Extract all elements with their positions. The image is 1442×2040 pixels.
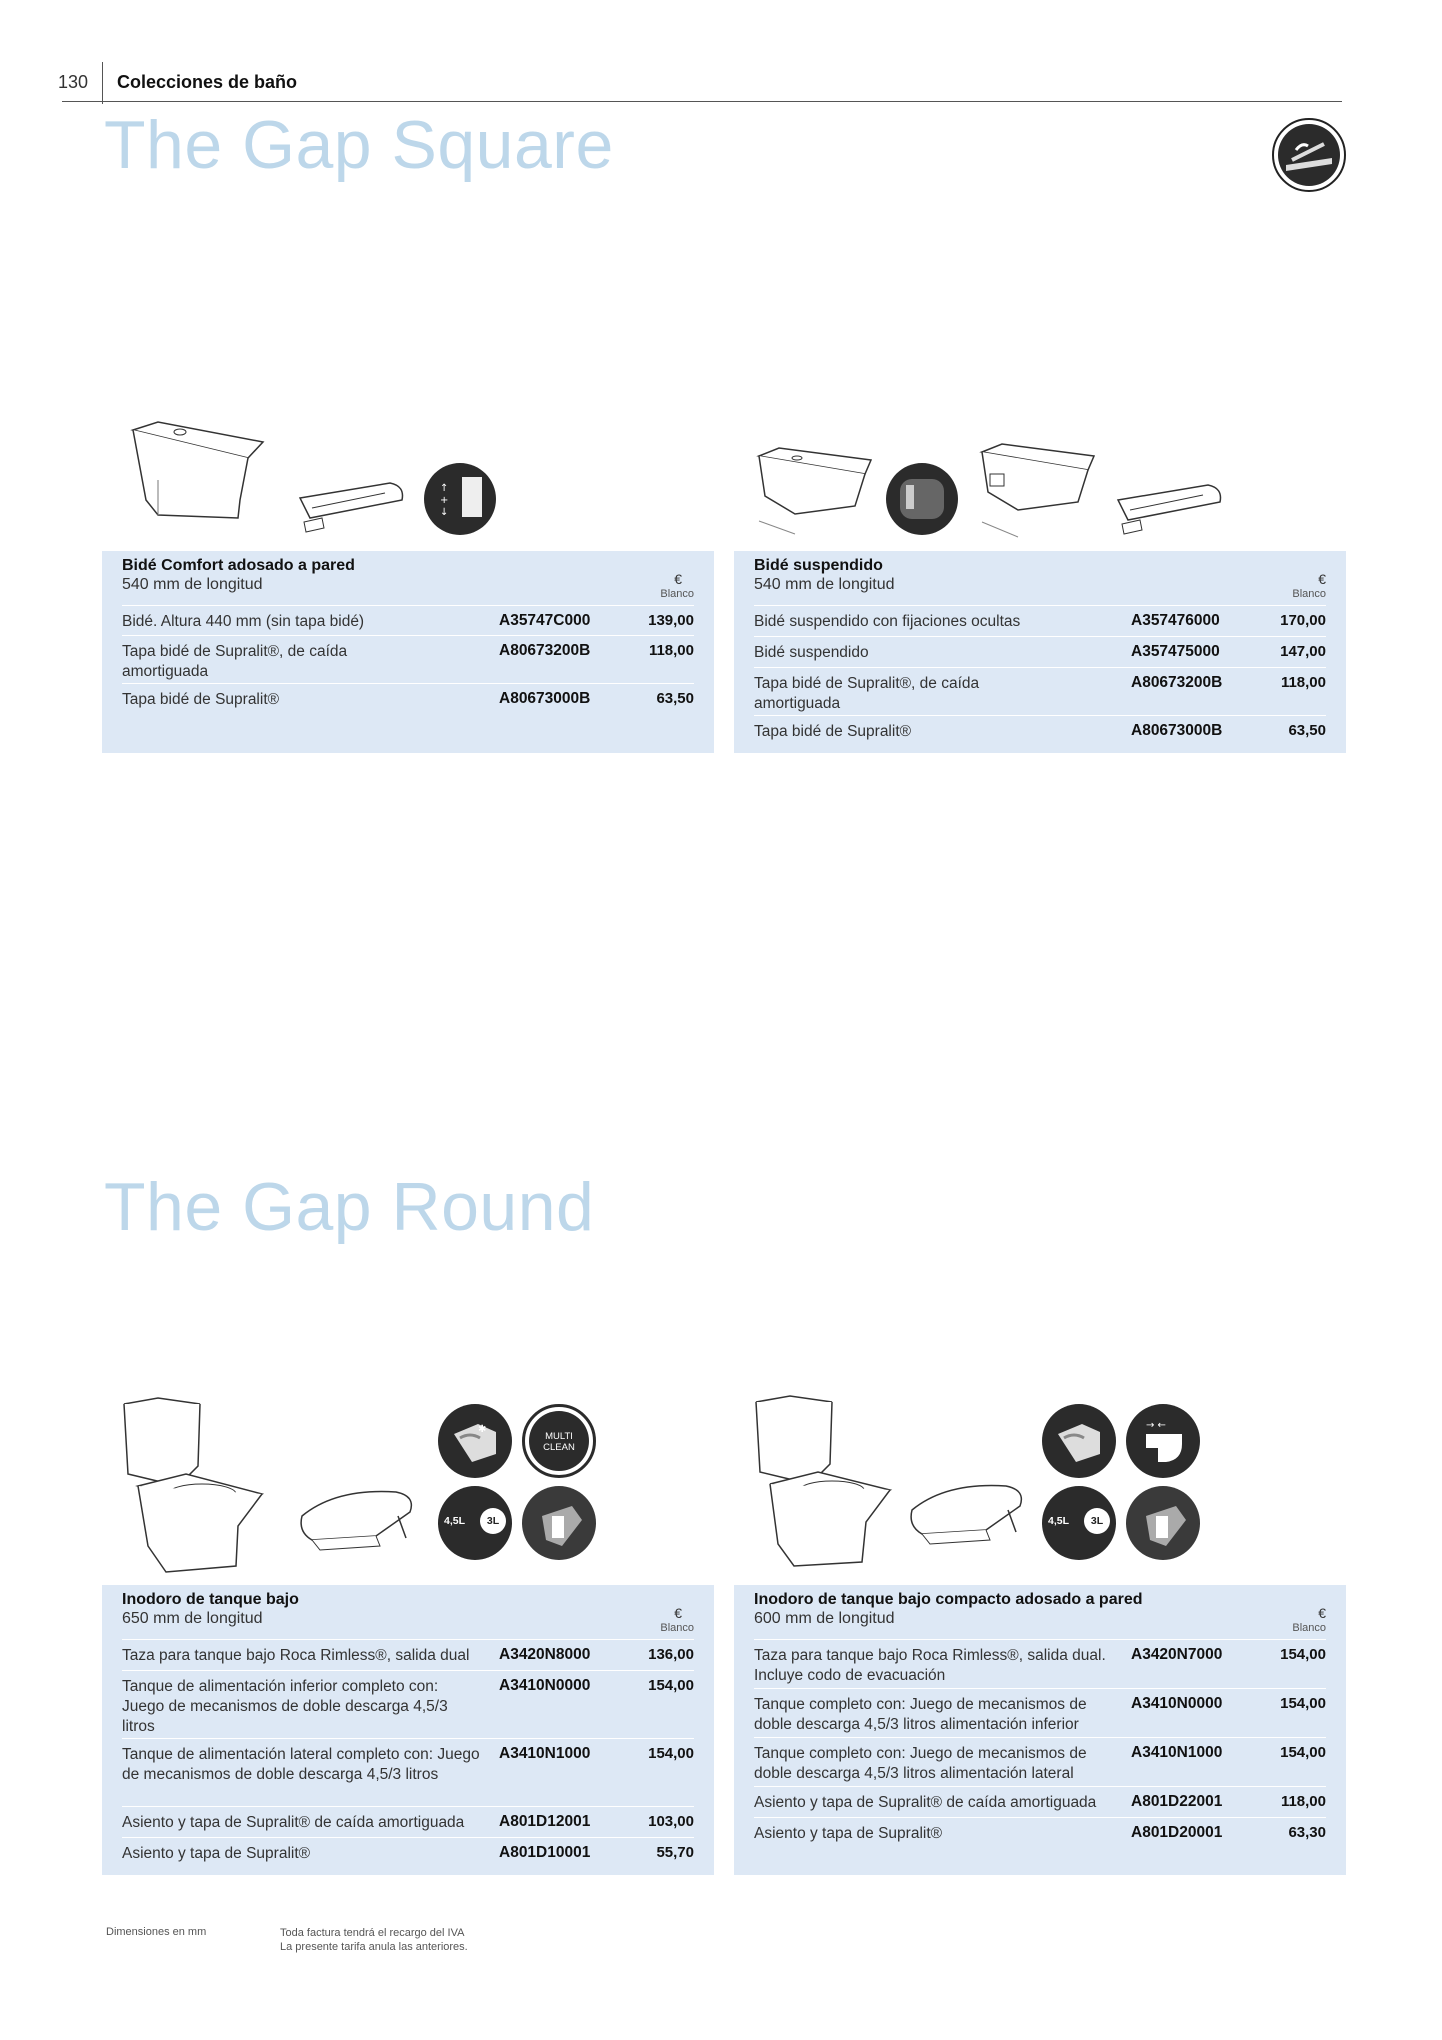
- row-description: Asiento y tapa de Supralit® de caída amortiguada: [754, 1794, 1097, 1811]
- table-row: [754, 1737, 1326, 1786]
- wall-adjacent-badge-icon: [1126, 1404, 1200, 1478]
- table-row: [122, 1806, 694, 1837]
- row-code: A801D20001: [1131, 1824, 1223, 1841]
- row-description: Bidé. Altura 440 mm (sin tapa bidé): [122, 613, 365, 630]
- svg-text:↓: ↓: [440, 507, 449, 518]
- bide-suspended-seat-illustration-icon: [1108, 480, 1228, 540]
- table-row: [754, 715, 1326, 745]
- row-description: Asiento y tapa de Supralit®: [754, 1825, 943, 1842]
- page-number: 130: [58, 72, 89, 92]
- row-code: A80673000B: [499, 690, 591, 707]
- table-row: [754, 667, 1326, 715]
- color-label: Blanco: [1292, 588, 1326, 600]
- row-code: A3410N1000: [1131, 1744, 1223, 1761]
- row-price: 55,70: [656, 1844, 694, 1861]
- dual-flush-a-label: 4,5L: [444, 1515, 466, 1527]
- bide-suspended-front-illustration-icon: [978, 442, 1098, 542]
- table-row: [122, 605, 694, 635]
- row-code: A357475000: [1131, 643, 1220, 660]
- footer-tariff-line: La presente tarifa anula las anteriores.: [280, 1941, 468, 1953]
- dual-flush-b-label: 3L: [1084, 1508, 1110, 1534]
- height-adjust-badge-icon: [424, 463, 496, 535]
- row-price: 170,00: [1280, 612, 1326, 629]
- multiclean-badge-icon: [522, 1404, 596, 1478]
- row-price: 147,00: [1280, 643, 1326, 660]
- row-price: 139,00: [648, 612, 694, 629]
- row-description: Bidé suspendido: [754, 644, 869, 661]
- panel-title: Inodoro de tanque bajo compacto adosado a pared: [754, 1591, 1143, 1608]
- row-price: 118,00: [1280, 674, 1326, 691]
- row-price: 136,00: [648, 1646, 694, 1663]
- dual-flush-badge-icon: [438, 1486, 512, 1560]
- table-row: [122, 1670, 694, 1738]
- table-row: [754, 1688, 1326, 1737]
- row-code: A80673200B: [1131, 674, 1223, 691]
- color-label: Blanco: [1292, 1622, 1326, 1634]
- soft-close-badge-icon: [1272, 118, 1346, 192]
- toilet-compact-seat-illustration-icon: [906, 1480, 1036, 1560]
- currency-label: €: [674, 571, 682, 587]
- row-price: 154,00: [648, 1745, 694, 1762]
- bide-seat-illustration-icon: [290, 478, 410, 538]
- dual-flush-b-label: 3L: [480, 1508, 506, 1534]
- svg-text:→ ←: → ←: [1146, 1420, 1166, 1431]
- row-price: 63,30: [1288, 1824, 1326, 1841]
- row-price: 63,50: [1288, 722, 1326, 739]
- row-price: 154,00: [1280, 1646, 1326, 1663]
- row-code: A801D12001: [499, 1813, 591, 1830]
- svg-text:↑: ↑: [440, 483, 449, 494]
- dual-flush-badge-icon: [1042, 1486, 1116, 1560]
- row-description: Tanque de alimentación inferior completo con: Juego de mecanismos de doble descarga 4,5/3 litros: [122, 1678, 448, 1735]
- color-label: Blanco: [660, 1622, 694, 1634]
- row-price: 154,00: [648, 1677, 694, 1694]
- currency-label: €: [1318, 1605, 1326, 1621]
- row-code: A80673000B: [1131, 722, 1223, 739]
- row-code: A357476000: [1131, 612, 1220, 629]
- row-price: 63,50: [656, 690, 694, 707]
- row-description: Asiento y tapa de Supralit® de caída amortiguada: [122, 1814, 465, 1831]
- panel-bide-comfort: [102, 551, 714, 753]
- color-label: Blanco: [660, 588, 694, 600]
- toilet-seat-illustration-icon: [296, 1486, 426, 1566]
- rimless-badge-icon: [438, 1404, 512, 1478]
- row-code: A3410N1000: [499, 1745, 591, 1762]
- table-row: [122, 1837, 694, 1868]
- panel-subtitle: 650 mm de longitud: [122, 1610, 263, 1627]
- row-description: Tapa bidé de Supralit®, de caída amortiguada: [122, 643, 348, 680]
- svg-text:+: +: [440, 495, 449, 506]
- row-description: Tanque completo con: Juego de mecanismos de doble descarga 4,5/3 litros alimentación lateral: [754, 1745, 1087, 1782]
- row-description: Tapa bidé de Supralit®: [122, 691, 280, 708]
- row-code: A3410N0000: [1131, 1695, 1223, 1712]
- row-description: Bidé suspendido con fijaciones ocultas: [754, 613, 1021, 630]
- panel-title: Bidé suspendido: [754, 557, 883, 574]
- table-row: [122, 635, 694, 683]
- row-code: A35747C000: [499, 612, 591, 629]
- table-row: [122, 1738, 694, 1806]
- row-description: Tanque completo con: Juego de mecanismos de doble descarga 4,5/3 litros alimentación inferior: [754, 1696, 1087, 1733]
- table-row: [754, 605, 1326, 636]
- header-divider: [102, 62, 103, 104]
- side-feed-badge-icon: [522, 1486, 596, 1560]
- panel-subtitle: 540 mm de longitud: [754, 576, 895, 593]
- row-code: A3420N7000: [1131, 1646, 1223, 1663]
- row-description: Asiento y tapa de Supralit®: [122, 1845, 311, 1862]
- panel-subtitle: 600 mm de longitud: [754, 1610, 895, 1627]
- panel-bide-suspendido: [734, 551, 1346, 753]
- rimless-badge-icon: [1042, 1404, 1116, 1478]
- footer-tax-note: [280, 1926, 468, 1954]
- table-row: [754, 1639, 1326, 1688]
- toilet-close-coupled-illustration-icon: [118, 1396, 268, 1576]
- collection-title-round: The Gap Round: [104, 1169, 595, 1245]
- table-row: [122, 1639, 694, 1670]
- row-price: 154,00: [1280, 1744, 1326, 1761]
- row-code: A801D22001: [1131, 1793, 1223, 1810]
- footer-tax-line: Toda factura tendrá el recargo del IVA: [280, 1927, 465, 1939]
- row-price: 118,00: [648, 642, 694, 659]
- side-feed-badge-icon: [1126, 1486, 1200, 1560]
- bide-comfort-illustration-icon: [128, 420, 268, 520]
- panel-inodoro-tanque-bajo: [102, 1585, 714, 1875]
- row-code: A3420N8000: [499, 1646, 591, 1663]
- row-price: 103,00: [648, 1813, 694, 1830]
- table-row: [122, 683, 694, 713]
- toilet-compact-illustration-icon: [750, 1394, 900, 1574]
- row-description: Tapa bidé de Supralit®, de caída amortiguada: [754, 675, 980, 712]
- row-code: A801D10001: [499, 1844, 591, 1861]
- table-row: [754, 636, 1326, 667]
- panel-title: Inodoro de tanque bajo: [122, 1591, 299, 1608]
- row-description: Tanque de alimentación lateral completo con: Juego de mecanismos de doble descarga 4,5/3 litros: [122, 1746, 480, 1783]
- currency-label: €: [1318, 571, 1326, 587]
- multiclean-label: MULTI CLEAN: [529, 1411, 589, 1471]
- currency-label: €: [674, 1605, 682, 1621]
- panel-subtitle: 540 mm de longitud: [122, 576, 263, 593]
- row-code: A3410N0000: [499, 1677, 591, 1694]
- table-row: [754, 1786, 1326, 1817]
- row-price: 154,00: [1280, 1695, 1326, 1712]
- panel-inodoro-compacto: [734, 1585, 1346, 1875]
- header-rule: [62, 101, 1342, 102]
- row-description: Tapa bidé de Supralit®: [754, 723, 912, 740]
- row-price: 118,00: [1280, 1793, 1326, 1810]
- row-description: Taza para tanque bajo Roca Rimless®, salida dual: [122, 1647, 470, 1664]
- row-code: A80673200B: [499, 642, 591, 659]
- hidden-fixings-badge-icon: [886, 463, 958, 535]
- svg-text:✱: ✱: [478, 1424, 487, 1435]
- dual-flush-a-label: 4,5L: [1048, 1515, 1070, 1527]
- table-row: [754, 1817, 1326, 1848]
- collection-title-square: The Gap Square: [104, 107, 614, 183]
- bide-suspended-illustration-icon: [755, 446, 875, 536]
- footer-dimensions-note: Dimensiones en mm: [106, 1926, 207, 1938]
- section-title: Colecciones de baño: [117, 72, 298, 92]
- row-description: Taza para tanque bajo Roca Rimless®, salida dual. Incluye codo de evacuación: [754, 1647, 1106, 1684]
- panel-title: Bidé Comfort adosado a pared: [122, 557, 355, 574]
